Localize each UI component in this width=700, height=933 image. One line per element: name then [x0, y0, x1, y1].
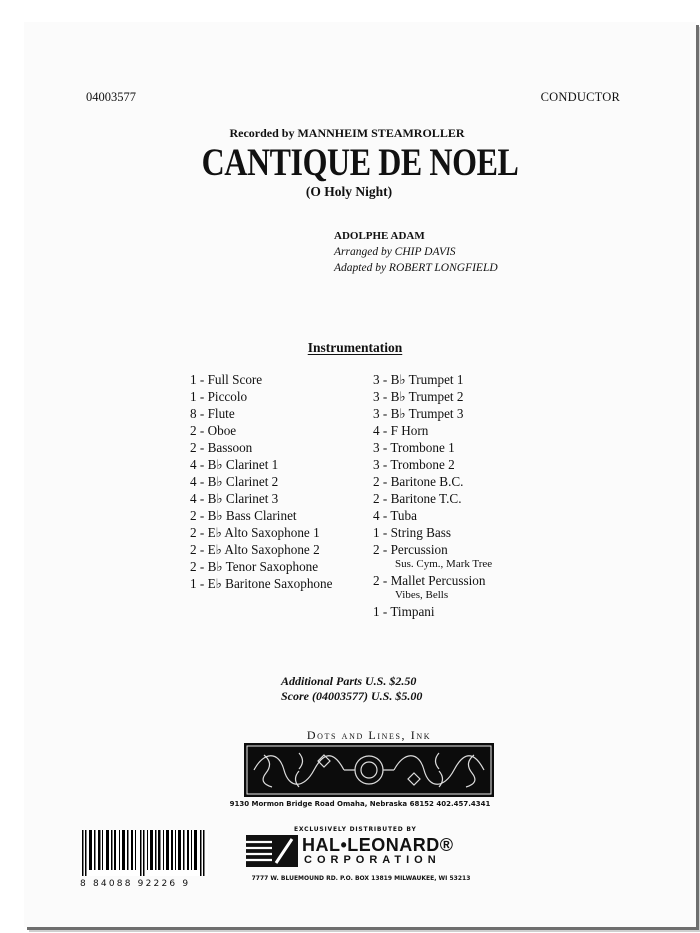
instrument-item: 2 - Baritone T.C. [373, 491, 462, 506]
additional-parts-price: Additional Parts U.S. $2.50 [281, 674, 417, 688]
prices [281, 674, 422, 704]
barcode [80, 830, 208, 876]
instrumentation-column-1 [190, 371, 332, 592]
instrument-item: 3 - B♭ Trumpet 3 [373, 406, 464, 421]
instrument-item: 1 - String Bass [373, 525, 452, 540]
instrument-item: 2 - Baritone B.C. [373, 474, 464, 489]
instrument-item: 2 - Bassoon [190, 440, 253, 455]
instrument-item: 2 - Mallet Percussion [373, 573, 486, 588]
credits [334, 228, 498, 276]
instrument-item: 3 - Trombone 1 [373, 440, 455, 455]
instrument-item: 2 - Oboe [190, 423, 237, 438]
instrument-item: 3 - B♭ Trumpet 1 [373, 372, 464, 387]
instrument-item: 4 - F Horn [373, 423, 429, 438]
instrument-item: 3 - Trombone 2 [373, 457, 455, 472]
instrument-item: 2 - B♭ Tenor Saxophone [190, 559, 319, 574]
recorded-by: Recorded by MANNHEIM STEAMROLLER [229, 126, 465, 140]
distributor-address: 7777 W. BLUEMOUND RD. P.O. BOX 13819 MILWAUKEE, WI 53213 [251, 875, 471, 882]
instrumentation-heading [24, 340, 696, 356]
instrument-item: 1 - Piccolo [190, 389, 248, 404]
instrument-item: 4 - Tuba [373, 508, 417, 523]
hal-leonard-corporation: CORPORATION [304, 854, 441, 866]
hal-leonard-emblem-icon [246, 835, 298, 867]
instrument-item: 4 - B♭ Clarinet 2 [190, 474, 279, 489]
hal-leonard-logo [246, 833, 476, 869]
part-label: CONDUCTOR [540, 90, 620, 104]
catalog-number: 04003577 [86, 90, 136, 104]
score-price: Score (04003577) U.S. $5.00 [281, 689, 423, 703]
instrument-item: 2 - B♭ Bass Clarinet [190, 508, 297, 523]
page-subtitle: (O Holy Night) [305, 184, 393, 199]
arranger: Arranged by CHIP DAVIS [334, 246, 456, 258]
composer: ADOLPHE ADAM [334, 230, 425, 242]
adapter: Adapted by ROBERT LONGFIELD [334, 262, 498, 274]
instrument-item: 3 - B♭ Trumpet 2 [373, 389, 464, 404]
instrument-item: 2 - E♭ Alto Saxophone 2 [190, 542, 320, 557]
publisher-name: Dots and Lines, Ink [306, 728, 432, 742]
instrumentation-column-2 [373, 371, 492, 620]
score-cover-page [24, 22, 696, 927]
publisher-address: 9130 Mormon Bridge Road Omaha, Nebraska 68152 402.457.4341 [229, 800, 491, 808]
instrument-item: 8 - Flute [190, 406, 235, 421]
instrument-item: 1 - E♭ Baritone Saxophone [190, 576, 333, 591]
distributor-label: EXCLUSIVELY DISTRIBUTED BY [294, 826, 417, 833]
instrument-item: 4 - B♭ Clarinet 1 [190, 457, 279, 472]
instrument-item: 1 - Full Score [190, 372, 263, 387]
hal-leonard-wordmark: HAL•LEONARD® [302, 835, 454, 855]
instrument-note: Vibes, Bells [395, 589, 449, 601]
instrument-item: 2 - Percussion [373, 542, 448, 557]
instrumentation-heading-text: Instrumentation [307, 340, 403, 355]
instrument-note: Sus. Cym., Mark Tree [395, 558, 493, 570]
page-title: CANTIQUE DE NOEL [201, 141, 519, 184]
instrument-item: 1 - Timpani [373, 604, 435, 619]
instrument-item: 2 - E♭ Alto Saxophone 1 [190, 525, 320, 540]
publisher-ornament-logo [244, 743, 494, 797]
barcode-number: 8 84088 92226 9 [80, 879, 191, 889]
instrument-item: 4 - B♭ Clarinet 3 [190, 491, 279, 506]
